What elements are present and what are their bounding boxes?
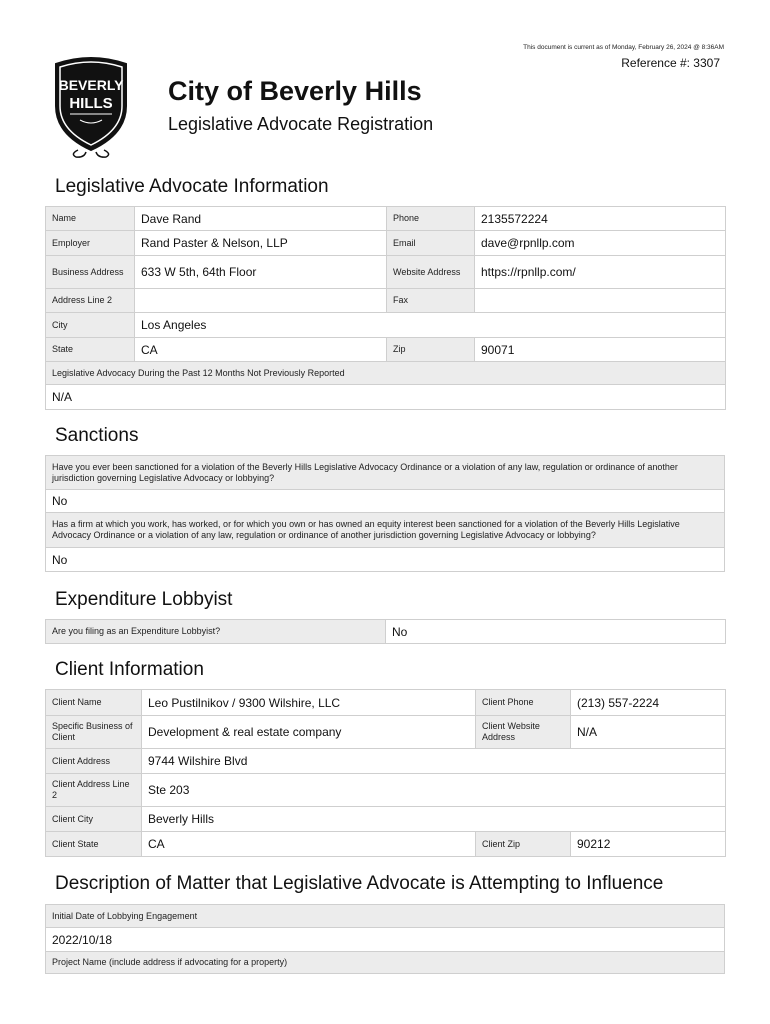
expenditure-table xyxy=(45,619,726,644)
client-zip-value: 90212 xyxy=(571,832,726,857)
sanction-question-1: Have you ever been sanctioned for a violation of the Beverly Hills Legislative Advocacy Ordinance or a violation of any law, regulation or ordinance of another jurisdiction governing Legislative Advocacy or lobbying? xyxy=(46,456,725,490)
zip-label: Zip xyxy=(387,338,475,362)
client-city-value: Beverly Hills xyxy=(142,807,726,832)
email-value: dave@rpnllp.com xyxy=(475,231,726,256)
city-value: Los Angeles xyxy=(135,313,726,338)
table-row xyxy=(46,548,725,572)
engagement-date-value: 2022/10/18 xyxy=(46,928,725,952)
advocate-info-table xyxy=(45,206,726,410)
client-state-label: Client State xyxy=(46,832,142,857)
state-value: CA xyxy=(135,338,387,362)
advocacy-label: Legislative Advocacy During the Past 12 Months Not Previously Reported xyxy=(46,362,726,385)
client-phone-value: (213) 557-2224 xyxy=(571,690,726,716)
advocate-section-title: Legislative Advocate Information xyxy=(55,176,329,197)
client-section-title: Client Information xyxy=(55,659,204,680)
table-row xyxy=(46,490,725,513)
website-value: https://rpnllp.com/ xyxy=(475,256,726,289)
reference-number: Reference #: 3307 xyxy=(621,56,720,70)
client-address-line2-value: Ste 203 xyxy=(142,774,726,807)
fax-label: Fax xyxy=(387,289,475,313)
advocacy-value: N/A xyxy=(46,385,726,410)
table-row xyxy=(46,690,726,716)
email-label: Email xyxy=(387,231,475,256)
client-business-label: Specific Business of Client xyxy=(46,716,142,749)
client-name-label: Client Name xyxy=(46,690,142,716)
table-row xyxy=(46,338,726,362)
zip-value: 90071 xyxy=(475,338,726,362)
table-row xyxy=(46,207,726,231)
fax-value xyxy=(475,289,726,313)
table-row xyxy=(46,385,726,410)
sanction-answer-2: No xyxy=(46,548,725,572)
sanctions-section-title: Sanctions xyxy=(55,425,139,446)
sanctions-table xyxy=(45,455,725,572)
client-address-line2-label: Client Address Line 2 xyxy=(46,774,142,807)
client-city-label: Client City xyxy=(46,807,142,832)
svg-text:BEVERLY: BEVERLY xyxy=(58,77,124,93)
website-label: Website Address xyxy=(387,256,475,289)
table-row xyxy=(46,313,726,338)
employer-label: Employer xyxy=(46,231,135,256)
sanction-question-2: Has a firm at which you work, has worked, or for which you own or has owned an equity interest been sanctioned for a violation of the Beverly Hills Legislative Advocacy Ordinance or a violation of any law, regulation or ordinance of another jurisdiction governing Legislative Advocacy or lobbying? xyxy=(46,513,725,548)
table-row xyxy=(46,749,726,774)
client-business-value: Development & real estate company xyxy=(142,716,476,749)
table-row xyxy=(46,456,725,490)
page-title: City of Beverly Hills xyxy=(168,76,422,106)
beverly-hills-shield-logo xyxy=(50,54,132,158)
client-address-label: Client Address xyxy=(46,749,142,774)
table-row xyxy=(46,256,726,289)
table-row xyxy=(46,807,726,832)
city-label: City xyxy=(46,313,135,338)
employer-value: Rand Paster & Nelson, LLP xyxy=(135,231,387,256)
name-value: Dave Rand xyxy=(135,207,387,231)
table-row xyxy=(46,716,726,749)
client-phone-label: Client Phone xyxy=(476,690,571,716)
expenditure-section-title: Expenditure Lobbyist xyxy=(55,589,233,610)
client-info-table xyxy=(45,689,726,857)
client-state-value: CA xyxy=(142,832,476,857)
engagement-date-label: Initial Date of Lobbying Engagement xyxy=(46,905,725,928)
table-row xyxy=(46,231,726,256)
document-timestamp: This document is current as of Monday, February 26, 2024 @ 8:36AM xyxy=(523,44,724,51)
table-row xyxy=(46,513,725,548)
table-row xyxy=(46,362,726,385)
table-row xyxy=(46,620,726,644)
svg-text:HILLS: HILLS xyxy=(69,95,113,112)
client-address-value: 9744 Wilshire Blvd xyxy=(142,749,726,774)
business-address-value: 633 W 5th, 64th Floor xyxy=(135,256,387,289)
client-name-value: Leo Pustilnikov / 9300 Wilshire, LLC xyxy=(142,690,476,716)
project-name-label: Project Name (include address if advocating for a property) xyxy=(46,952,725,974)
table-row xyxy=(46,289,726,313)
client-website-value: N/A xyxy=(571,716,726,749)
phone-label: Phone xyxy=(387,207,475,231)
table-row xyxy=(46,905,725,928)
expenditure-question: Are you filing as an Expenditure Lobbyist? xyxy=(46,620,386,644)
expenditure-answer: No xyxy=(386,620,726,644)
page-subtitle: Legislative Advocate Registration xyxy=(168,114,434,134)
address-line2-label: Address Line 2 xyxy=(46,289,135,313)
matter-section-title: Description of Matter that Legislative Advocate is Attempting to Influence xyxy=(55,873,664,894)
address-line2-value xyxy=(135,289,387,313)
sanction-answer-1: No xyxy=(46,490,725,513)
matter-table xyxy=(45,904,725,974)
phone-value: 2135572224 xyxy=(475,207,726,231)
table-row xyxy=(46,774,726,807)
table-row xyxy=(46,928,725,952)
table-row xyxy=(46,832,726,857)
table-row xyxy=(46,952,725,974)
name-label: Name xyxy=(46,207,135,231)
client-zip-label: Client Zip xyxy=(476,832,571,857)
business-address-label: Business Address xyxy=(46,256,135,289)
state-label: State xyxy=(46,338,135,362)
client-website-label: Client Website Address xyxy=(476,716,571,749)
